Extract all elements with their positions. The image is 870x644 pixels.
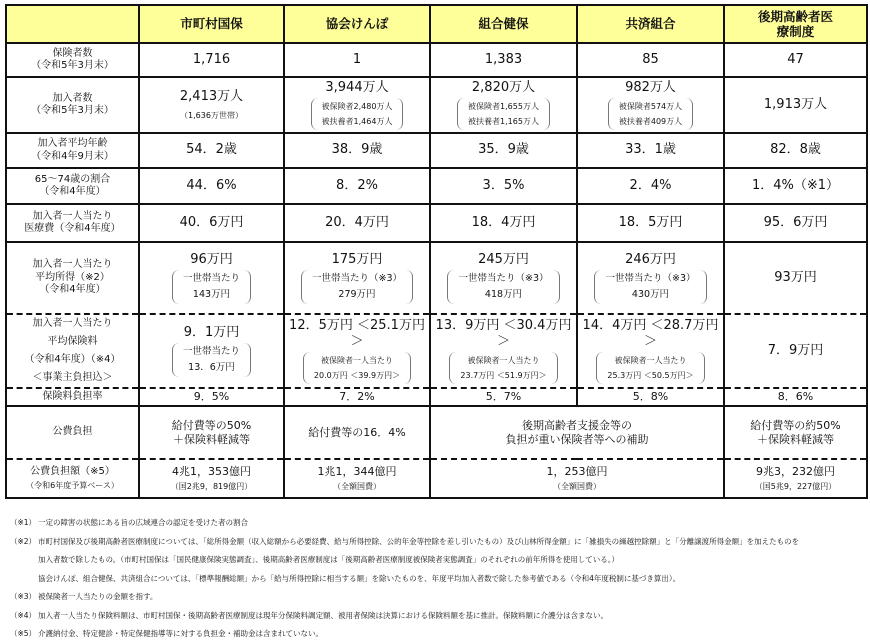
value: 9．1万円 <box>183 324 240 340</box>
footnote-text: 加入者数で除したもの。（市町村国保は「国民健康保険実態調査」、後期高齢者医療制度は「後期高齢者医療制度被保険者実態調査」のそれぞれの前年所得を使用している。） <box>38 555 619 564</box>
cell <box>284 459 430 498</box>
header-blank <box>6 5 139 43</box>
bracket <box>457 98 550 130</box>
row-label <box>6 242 139 314</box>
sub: 25.3万円 ＜50.5万円＞ <box>607 371 694 381</box>
footnote-text: 一定の障害の状態にある旨の広域連合の認定を受けた者の割合 <box>38 518 248 527</box>
sub: 418万円 <box>484 289 523 301</box>
label-line: 加入者数 <box>52 92 93 104</box>
sub: 一世帯当たり（※3） <box>311 272 402 284</box>
label-line: 医療費（令和4年度） <box>24 223 121 234</box>
cell: 5．7% <box>430 388 577 406</box>
line: ＋保険料軽減等 <box>173 432 250 446</box>
label-line: （令和5年3月末） <box>31 105 114 116</box>
footnote-key: （※2） <box>10 536 37 546</box>
bracket <box>301 270 413 304</box>
cell: 33．1歳 <box>577 133 724 168</box>
label-line: 平均所得（※2） <box>35 271 110 283</box>
cell: 8．2% <box>284 168 430 204</box>
value: 14．4万円 ＜28.7万円＞ <box>582 317 719 349</box>
row-label <box>6 314 139 388</box>
cell <box>139 406 284 459</box>
value: 4兆1，353億円 <box>172 465 251 479</box>
row-public <box>6 406 867 459</box>
footnote <box>10 533 870 552</box>
row-label <box>6 204 139 242</box>
row-label: 保険料負担率 <box>6 388 139 406</box>
footnote-key: （※3） <box>10 592 37 601</box>
line: 給付費等の50% <box>171 418 252 432</box>
cell <box>284 77 430 133</box>
label-line: （令和5年3月末） <box>31 60 114 71</box>
value: 2,413万人 <box>179 89 244 105</box>
sub: （国5兆9，227億円） <box>754 481 837 491</box>
row-burden-rate <box>6 388 867 406</box>
cell: 8．6% <box>724 388 867 406</box>
cell <box>139 459 284 498</box>
row-premium <box>6 314 867 388</box>
sub: 被扶養者1,165万人 <box>468 117 539 127</box>
cell: 9．5% <box>139 388 284 406</box>
line: 給付費等の16．4% <box>308 425 406 439</box>
row-public-amount <box>6 459 867 498</box>
row-income <box>6 242 867 314</box>
line: 後期高齢者支援金等の <box>522 418 632 432</box>
sub: 一世帯当たり <box>182 272 240 284</box>
value: 982万人 <box>625 79 676 95</box>
cell <box>577 242 724 314</box>
cell: 40．6万円 <box>139 204 284 242</box>
footnote <box>10 514 870 533</box>
row-label <box>6 459 139 498</box>
cell <box>139 77 284 133</box>
sub: 被扶養者1,464万人 <box>321 117 393 127</box>
bracket <box>447 270 559 304</box>
footnotes <box>10 514 870 644</box>
label-line: 65～74歳の割合 <box>34 173 111 185</box>
label-line: 加入者一人当たり <box>32 210 113 222</box>
sub: 13．6万円 <box>188 362 235 374</box>
footnote-text: 加入者一人当たり保険料額は、市町村国保・後期高齢者医療制度は現年分保険料調定額、被用者保険は決算における保険料額を基に推計。保険料額に介護分は含まない。 <box>38 610 608 620</box>
bracket <box>172 270 251 304</box>
bracket <box>596 352 704 384</box>
value: 2,820万人 <box>471 79 536 95</box>
label-line: ＜事業主負担込＞ <box>32 372 113 383</box>
value: 12．5万円 ＜25.1万円＞ <box>289 317 425 349</box>
value: 246万円 <box>625 251 676 267</box>
footnote <box>10 625 870 644</box>
footnote <box>10 551 870 570</box>
label-line: （令和6年度予算ベース） <box>26 481 119 491</box>
bracket <box>172 343 251 377</box>
cell: 95．6万円 <box>724 204 867 242</box>
cell: 35．9歳 <box>430 133 577 168</box>
cell <box>430 459 724 498</box>
row-label: 公費負担 <box>6 406 139 459</box>
sub: 143万円 <box>192 289 231 301</box>
cell <box>430 406 724 459</box>
line: 給付費等の約50% <box>750 418 841 432</box>
cell: 85 <box>577 43 724 77</box>
sub: 被扶養者409万人 <box>618 117 683 127</box>
cell: 3．5% <box>430 168 577 204</box>
header-kokuho: 市町村国保 <box>139 5 284 43</box>
header-row <box>6 5 867 43</box>
cell: 1 <box>284 43 430 77</box>
line: ＋保険料軽減等 <box>757 432 834 446</box>
cell <box>284 242 430 314</box>
cell: 44．6% <box>139 168 284 204</box>
sub: 一世帯当たり <box>182 345 240 357</box>
footnote-key: （※1） <box>10 518 37 527</box>
label-line: 加入者平均年齢 <box>37 138 108 149</box>
row-members <box>6 77 867 133</box>
line: 負担が重い保険者等への補助 <box>505 432 649 446</box>
row-label <box>6 168 139 204</box>
cell: 1,716 <box>139 43 284 77</box>
value: 175万円 <box>331 251 383 267</box>
sub: 被保険者574万人 <box>618 101 683 111</box>
bracket <box>311 98 404 130</box>
sub: 一世帯当たり（※3） <box>605 272 696 284</box>
bracket <box>594 270 706 304</box>
cell <box>430 77 577 133</box>
cell <box>724 406 867 459</box>
cell <box>284 314 430 388</box>
cell: 5．8% <box>577 388 724 406</box>
sub: 20.0万円 ＜39.9万円＞ <box>313 371 401 381</box>
cell <box>577 77 724 133</box>
value: 13．9万円 ＜30.4万円＞ <box>435 317 572 349</box>
insurance-comparison-table <box>5 4 868 499</box>
cell: 7．9万円 <box>724 314 867 388</box>
footnote-key: （※5） <box>10 629 37 638</box>
footnote-text: 協会けんぽ、組合健保、共済組合については、「標準報酬総額」から「給与所得控除に相当する額」を除いたものを、年度平均加入者数で除した参考値である（令和4年度税制に基づき算出）。 <box>38 573 681 583</box>
value: 245万円 <box>478 251 529 267</box>
bracket <box>608 98 693 130</box>
sub: （全額国費） <box>553 481 601 491</box>
bracket <box>303 352 411 384</box>
footnote <box>10 570 870 589</box>
cell <box>430 314 577 388</box>
cell: 18．4万円 <box>430 204 577 242</box>
sub: （1,636万世帯） <box>180 110 243 120</box>
label-line: 平均保険料 <box>47 336 98 347</box>
label-line: （令和4年9月末） <box>31 150 114 162</box>
cell: 93万円 <box>724 242 867 314</box>
cell: 18．5万円 <box>577 204 724 242</box>
sub: 被保険者1,655万人 <box>468 101 539 111</box>
header-koki <box>724 5 867 43</box>
row-insurers <box>6 43 867 77</box>
label-line: 保険者数 <box>52 47 93 59</box>
value: 9兆3，232億円 <box>756 465 835 479</box>
cell: 47 <box>724 43 867 77</box>
label-line: （令和4年度） <box>39 284 106 296</box>
cell: 20．4万円 <box>284 204 430 242</box>
value: 1，253億円 <box>546 465 608 479</box>
row-label <box>6 43 139 77</box>
footnote-key: （※4） <box>10 610 37 620</box>
value: 3,944万人 <box>325 79 389 95</box>
cell: 1,383 <box>430 43 577 77</box>
label-line: （令和4年度） <box>39 186 106 197</box>
row-age <box>6 133 867 168</box>
header-kyosai: 共済組合 <box>577 5 724 43</box>
label-line: 公費負担額（※5） <box>30 465 115 477</box>
sub: 被保険者一人当たり <box>614 356 687 366</box>
cell: 54．2歳 <box>139 133 284 168</box>
footnote-text: 被保険者一人当たりの金額を指す。 <box>38 592 158 601</box>
sub: 被保険者2,480万人 <box>321 101 393 111</box>
row-label <box>6 133 139 168</box>
label-line: 加入者一人当たり <box>32 318 113 329</box>
cell <box>577 314 724 388</box>
cell <box>430 242 577 314</box>
sub: （全額国費） <box>333 481 381 491</box>
label-line: （令和4年度）（※4） <box>24 354 121 365</box>
cell <box>724 459 867 498</box>
row-medical-cost <box>6 204 867 242</box>
cell: 1,913万人 <box>724 77 867 133</box>
row-elderly-ratio <box>6 168 867 204</box>
cell: 2．4% <box>577 168 724 204</box>
footnote <box>10 588 870 607</box>
sub: 279万円 <box>338 289 376 301</box>
cell: 1．4%（※1） <box>724 168 867 204</box>
sub: 430万円 <box>631 289 670 301</box>
row-label <box>6 77 139 133</box>
bracket <box>449 352 557 384</box>
cell <box>284 406 430 459</box>
footnote-text: 市町村国保及び後期高齢者医療制度については、「総所得金額（収入総額から必要経費、給与所得控除、公的年金等控除を差し引いたもの）及び山林所得金額」に「雑損失の繰越控除額」と「分離譲渡所得金額」を加えたものを <box>38 536 800 546</box>
sub: 被保険者一人当たり <box>467 356 540 366</box>
cell: 82．8歳 <box>724 133 867 168</box>
cell: 7．2% <box>284 388 430 406</box>
cell <box>139 242 284 314</box>
sub: 一世帯当たり（※3） <box>458 272 549 284</box>
cell: 38．9歳 <box>284 133 430 168</box>
footnote-text: 介護納付金、特定健診・特定保健指導等に対する負担金・補助金は含まれていない。 <box>38 629 323 638</box>
value: 96万円 <box>190 251 233 267</box>
header-kyokai: 協会けんぽ <box>284 5 430 43</box>
sub: 23.7万円 ＜51.9万円＞ <box>460 371 547 381</box>
label-line: 加入者一人当たり <box>32 259 113 271</box>
value: 1兆1，344億円 <box>317 465 397 479</box>
sub: 被保険者一人当たり <box>320 356 393 366</box>
cell <box>139 314 284 388</box>
header-koki-text: 後期高齢者医療制度 <box>757 9 833 39</box>
footnote <box>10 607 870 626</box>
header-kumiai: 組合健保 <box>430 5 577 43</box>
sub: （国2兆9，819億円） <box>170 481 253 491</box>
